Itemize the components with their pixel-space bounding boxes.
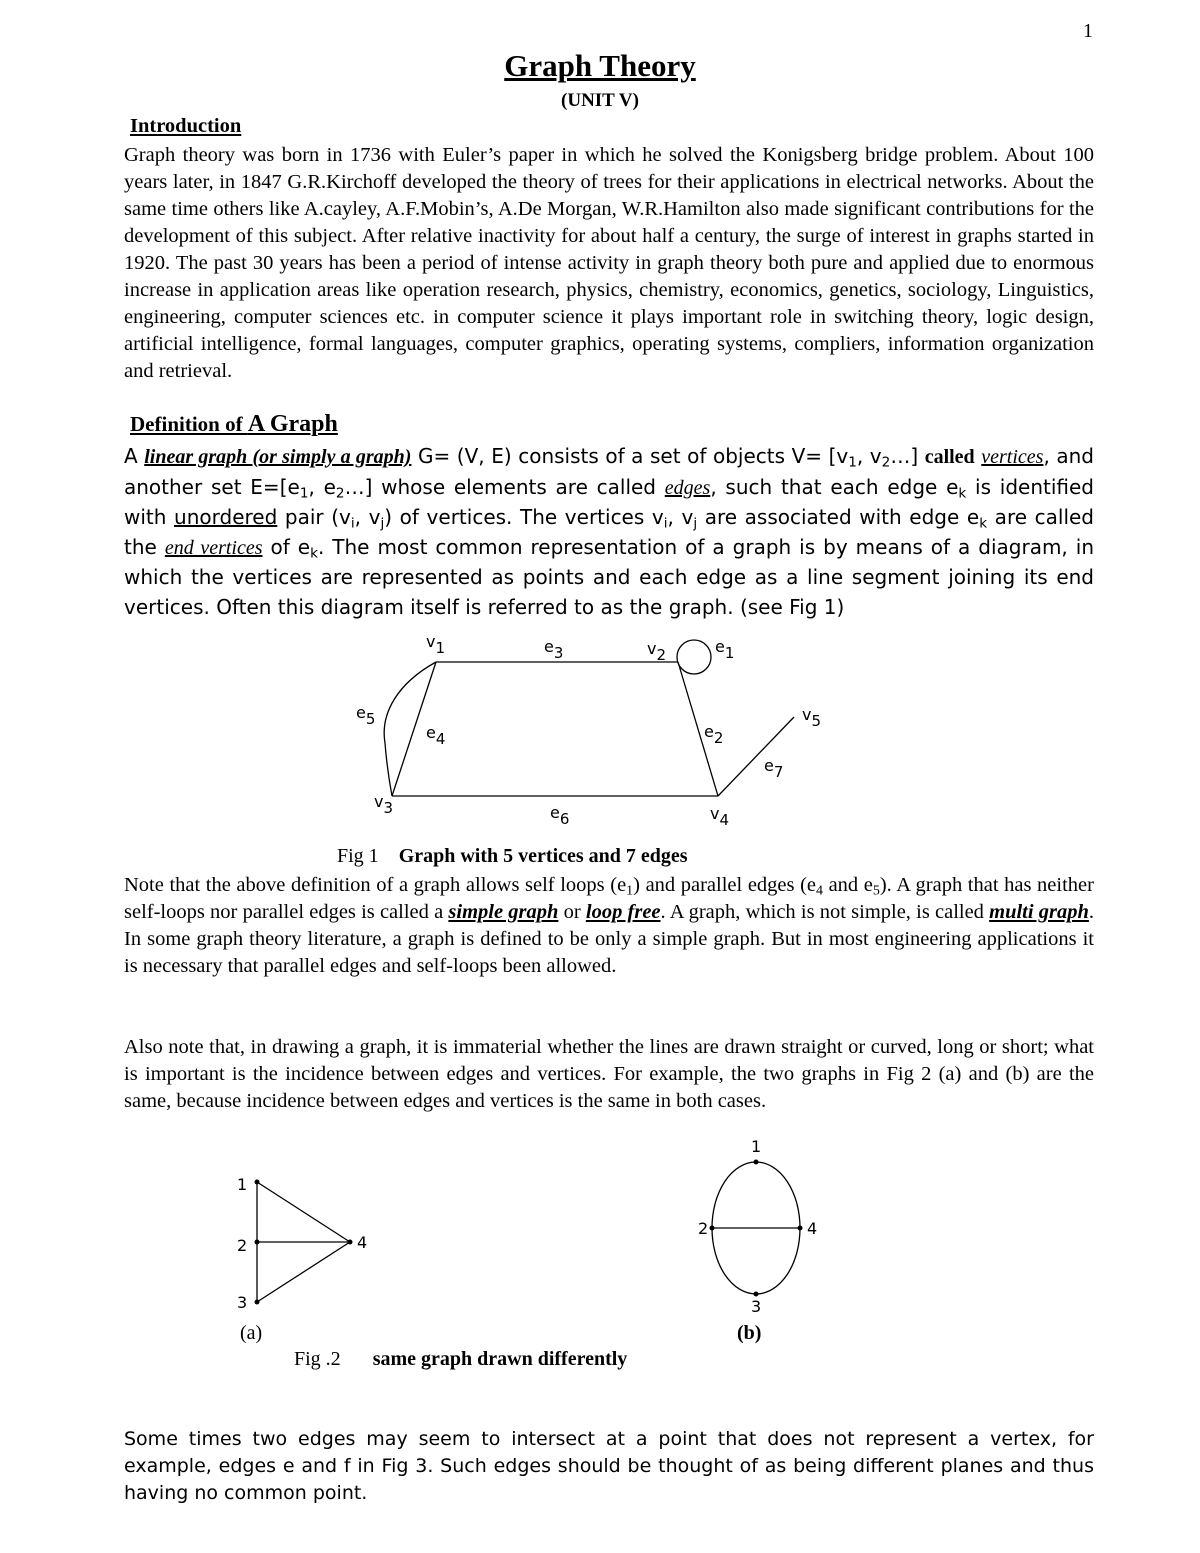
vertex-dot bbox=[798, 1226, 803, 1231]
introduction-paragraph: Graph theory was born in 1736 with Euler’s paper in which he solved the Konigsberg bridge problem. About 100 years later, in 1847 G.R.Kirchoff developed the theory of trees for their applications in electrical networks. About the same time others like A.cayley, A.F.Mobin’s, A.De Morgan, W.R.Hamilton also made significant contributions for the development of this subject. After relative inactivity for about half a century, the surge of interest in graphs started in 1920. The past 30 years has been a period of intense activity in graph theory both pure and applied due to enormous increase in application areas like operation research, physics, chemistry, economics, genetics, sociology, Linguistics, engineering, computer sciences etc. in computer science it plays important role in switching theory, logic design, artificial intelligence, formal languages, computer graphics, operating systems, compliers, information organization and retrieval. bbox=[124, 144, 1094, 382]
edge-label-e5: e5 bbox=[356, 703, 376, 728]
figure-2b-label: (b) bbox=[737, 1322, 762, 1344]
figure-1-caption-text: Graph with 5 vertices and 7 edges bbox=[398, 845, 688, 867]
term-loop-free: loop free bbox=[585, 901, 661, 923]
term-edges: edges bbox=[664, 476, 711, 499]
term-end-vertices: end vertices bbox=[164, 536, 263, 559]
vertex-label-1: 1 bbox=[751, 1137, 762, 1156]
vertex-label-v3: v3 bbox=[374, 792, 394, 817]
figure-2-caption-text: same graph drawn differently bbox=[372, 1348, 628, 1370]
edge-label-e1: e1 bbox=[715, 637, 735, 662]
term-linear-graph: linear graph (or simply a graph) bbox=[144, 446, 412, 468]
introduction-heading: Introduction bbox=[130, 115, 242, 137]
figure-2b-graph bbox=[690, 1132, 830, 1317]
edge-label-e2: e2 bbox=[704, 722, 724, 747]
definition-heading bbox=[130, 411, 338, 438]
figure-2-caption bbox=[294, 1348, 627, 1371]
figure-1-graph bbox=[340, 625, 860, 840]
vertex-label-2: 2 bbox=[698, 1219, 709, 1238]
vertex-dot bbox=[348, 1240, 353, 1245]
term-simple-graph: simple graph bbox=[448, 901, 559, 923]
term-multi-graph: multi graph bbox=[989, 901, 1089, 923]
vertex-dot bbox=[754, 1292, 759, 1297]
edge-e1-loop bbox=[677, 640, 711, 674]
vertex-label-v5: v5 bbox=[802, 705, 822, 730]
page-number: 1 bbox=[1083, 20, 1093, 42]
closing-paragraph: Some times two edges may seem to intersect at a point that does not represent a vertex, for example, edges e and f in Fig 3. Such edges should be thought of as being different planes and thus having no common point. bbox=[124, 1428, 1094, 1504]
edge-label-e7: e7 bbox=[764, 756, 784, 781]
vertex-dot bbox=[710, 1226, 715, 1231]
term-unordered: unordered bbox=[174, 505, 278, 529]
vertex-label-v1: v1 bbox=[426, 632, 446, 657]
definition-heading-prefix: Definition of bbox=[130, 412, 248, 436]
edge-label-e3: e3 bbox=[544, 637, 564, 662]
figure-1-caption-label: Fig 1 bbox=[337, 845, 379, 867]
vertex-dot bbox=[255, 1300, 260, 1305]
also-note-paragraph: Also note that, in drawing a graph, it is immaterial whether the lines are drawn straight or curved, long or short; what is important is the incidence between edges and vertices. For example, the two graphs in Fig 2 (a) and (b) are the same, because incidence between edges and vertices is the same in both cases. bbox=[124, 1036, 1094, 1112]
figure-2a-graph bbox=[225, 1168, 385, 1318]
figure-1-caption bbox=[337, 845, 688, 868]
page-title: Graph Theory bbox=[504, 48, 696, 83]
vertex-dot bbox=[255, 1180, 260, 1185]
vertex-label-4: 4 bbox=[807, 1219, 818, 1238]
vertex-dot bbox=[255, 1240, 260, 1245]
edge-e7 bbox=[718, 717, 794, 796]
definition-heading-main: A Graph bbox=[247, 411, 338, 437]
vertex-label-1: 1 bbox=[237, 1175, 248, 1194]
vertex-label-v4: v4 bbox=[710, 804, 730, 829]
edge-3-4 bbox=[257, 1242, 350, 1302]
vertex-dot bbox=[754, 1160, 759, 1165]
page-subtitle: (UNIT V) bbox=[561, 90, 639, 111]
edge-label-e4: e4 bbox=[426, 723, 446, 748]
edge-1-4 bbox=[257, 1182, 350, 1242]
edge-label-e6: e6 bbox=[550, 803, 570, 828]
vertex-label-3: 3 bbox=[751, 1297, 762, 1316]
vertex-label-v2: v2 bbox=[647, 639, 667, 664]
vertex-label-2: 2 bbox=[237, 1236, 248, 1255]
vertex-label-3: 3 bbox=[237, 1293, 248, 1312]
vertex-label-4: 4 bbox=[357, 1233, 368, 1252]
figure-2-caption-label: Fig .2 bbox=[294, 1348, 341, 1370]
definition-paragraph: A linear graph (or simply a graph) G= (V, E) consists of a set of objects $V= [v_1$, $v_2\dots$] called vertices, and another set $E=[e_1$, $e_2\dots$] whose elements are called edges, such that each edge $e_k$ is identified with unordered pair ($v_i$, $v_j$) of vertices. The vertices $v_i$, $v_j$ are associated with edge $e_k$ are called the end vertices of $e_k$. The most common representation of a graph is by means of a diagram, in which the vertices are represented as points and each edge as a line segment joining its end vertices. Often this diagram itself is referred to as the graph. (see Fig 1) bbox=[124, 444, 1095, 619]
term-vertices: vertices bbox=[981, 446, 1044, 468]
figure-2a-label: (a) bbox=[240, 1322, 263, 1344]
note-paragraph: Note that the above definition of a graph allows self loops $(e_1)$ and parallel edges ($e_4$ and $e_5$). A graph that has neither self-loops nor parallel edges is called a simple graph or loop free. A graph, which is not simple, is called multi graph. In some graph theory literature, a graph is defined to be only a simple graph. But in most engineering applications it is necessary that parallel edges and self-loops been allowed. bbox=[124, 874, 1095, 977]
